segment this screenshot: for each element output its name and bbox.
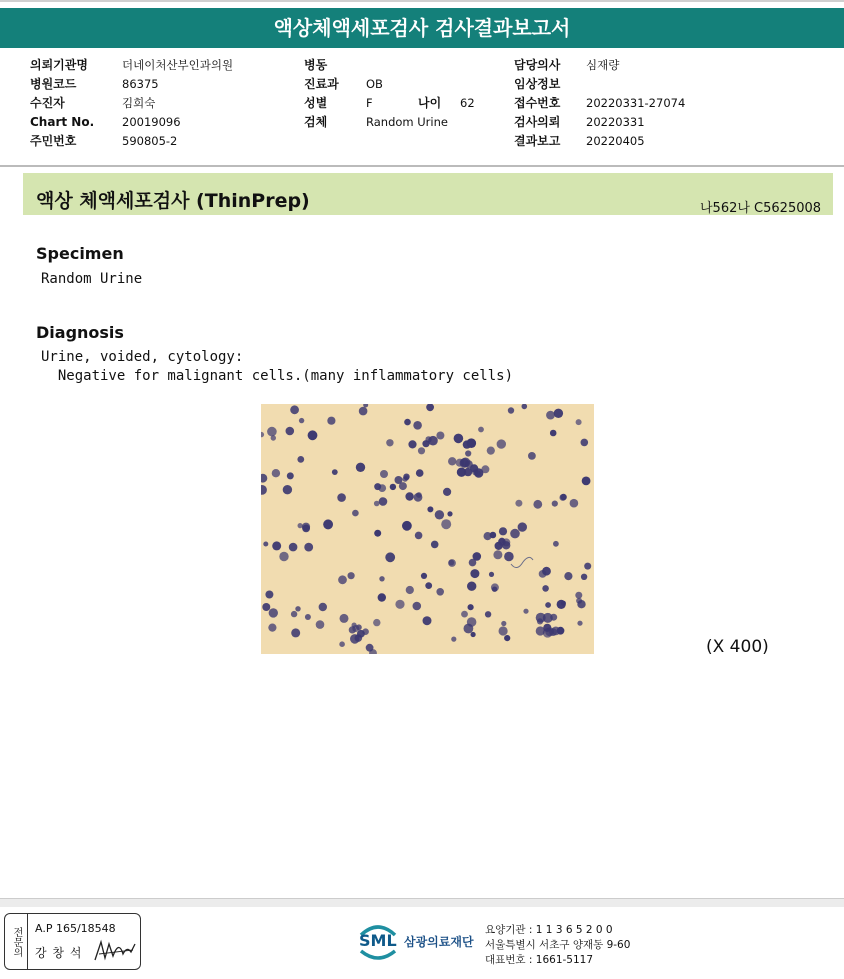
stained-cell [323,520,333,530]
stained-cell [272,541,281,550]
stained-cell [489,572,494,577]
stained-cell [316,620,325,629]
info-row-sex: 성별 F 나이 62 [304,94,475,113]
org-name: 삼광의료재단 [404,935,474,949]
stained-cell [451,637,456,642]
fiber-strand [511,557,533,567]
stained-cell [265,591,273,599]
stained-cell [504,635,510,641]
stamp-side-label: 전문의 [5,914,28,969]
stained-cell [478,427,484,433]
stained-cell [378,484,386,492]
stained-cell [261,432,264,437]
stained-cell [261,474,267,483]
stained-cell [374,530,381,537]
stained-cell [263,542,268,547]
stained-cell [399,482,407,490]
info-row-institution: 의뢰기관명 더네이처산부인과의원 [30,58,234,72]
info-column-2 [304,56,475,132]
stained-cell [421,573,427,579]
stained-cell [352,623,357,628]
stained-cell [581,574,587,580]
stained-cell [557,627,565,635]
signature-icon [93,936,137,964]
stained-cell [508,407,514,413]
stained-cell [431,541,439,549]
stained-cell [359,407,368,416]
stained-cell [537,618,543,624]
stained-cell [332,469,338,475]
stained-cell [552,501,558,507]
info-row-specimen: 검체 Random Urine [304,115,448,129]
stained-cell [408,440,416,448]
stained-cell [416,492,422,498]
stained-cell [283,485,292,494]
specimen-heading: Specimen [36,244,124,263]
stained-cell [518,522,527,531]
stained-cell [269,608,278,617]
stained-cell [290,405,299,414]
stained-cell [475,470,481,476]
stained-cell [428,436,438,446]
diagnosis-heading: Diagnosis [36,323,124,342]
stained-cell [543,628,553,638]
stained-cell [385,552,395,562]
stained-cell [510,529,520,539]
stained-cell [386,439,393,446]
footer-address: 서울특별시 서초구 양재동 9-60 [485,939,631,951]
stained-cell [262,603,270,611]
stained-cell [299,418,304,423]
stained-cell [427,506,433,512]
info-row-report-date: 결과보고 20220405 [514,134,645,148]
stained-cell [449,560,455,566]
stained-cell [515,500,522,507]
stained-cell [319,603,327,611]
report-title: 액상체액세포검사 검사결과보고서 [0,8,844,48]
stained-cell [279,552,288,561]
stained-cell [373,619,380,626]
stained-cell [501,621,506,626]
stained-cell [305,614,311,620]
diagnosis-line-2: Negative for malignant cells.(many inflammatory cells) [41,368,514,384]
stained-cell [467,582,476,591]
stained-cell [502,538,510,546]
stained-cell [268,624,276,632]
stained-cell [533,500,542,509]
stained-cell [403,474,409,480]
footer-phone: 대표번호 : 1661-5117 [485,954,594,966]
magnification-label: (X 400) [706,637,769,657]
stained-cell [487,447,495,455]
stained-cell [584,563,591,570]
sml-logo [357,921,474,965]
stained-cell [441,519,451,529]
stained-cell [550,430,557,437]
stained-cell [447,511,452,516]
stained-cell [390,484,396,490]
micrograph-cells [261,404,594,654]
stained-cell [471,632,476,637]
stained-cell [528,452,536,460]
stained-cell [495,542,503,550]
stained-cell [504,552,514,562]
stained-cell [404,419,411,426]
stained-cell [355,634,363,642]
info-divider [0,165,844,167]
stained-cell [559,494,566,501]
stained-cell [395,600,404,609]
specimen-value: Random Urine [41,271,143,287]
info-row-department: 진료과 OB [304,77,383,91]
stained-cell [362,628,369,635]
stained-cell [297,456,304,463]
stained-cell [356,463,365,472]
info-row-receipt-no: 접수번호 20220331-27074 [514,96,686,110]
stained-cell [374,501,380,507]
stained-cell [348,572,355,579]
age-value: 62 [460,96,475,110]
stained-cell [448,457,456,465]
stained-cell [473,552,482,561]
stained-cell [582,477,591,486]
stained-cell [423,616,432,625]
stained-cell [380,470,388,478]
stained-cell [554,409,563,418]
stained-cell [546,411,555,420]
stained-cell [406,586,414,594]
stained-cell [443,488,451,496]
stained-cell [378,593,386,601]
info-column-1 [30,56,233,151]
stained-cell [298,523,303,528]
stained-cell [499,527,507,535]
stained-cell [557,600,566,609]
stained-cell [337,493,346,502]
stained-cell [576,598,582,604]
stained-cell [416,469,424,477]
stained-cell [352,510,359,517]
stained-cell [456,459,464,467]
stained-cell [577,621,582,626]
test-code: 나562나 C5625008 [700,201,822,216]
stained-cell [267,427,277,437]
stained-cell [461,611,468,618]
stained-cell [302,523,310,531]
stained-cell [415,532,423,540]
stained-cell [465,450,471,456]
info-row-clinical-info: 임상정보 [514,77,561,91]
stained-cell [271,435,276,440]
stained-cell [468,604,474,610]
stained-cell [481,465,489,473]
stained-cell [553,541,559,547]
top-divider [0,0,844,2]
info-column-3 [514,56,685,151]
stained-cell [291,628,300,637]
stamp-code: A.P 165/18548 [35,922,116,935]
cytology-micrograph [261,404,594,654]
stained-cell [295,606,300,611]
stained-cell [542,567,551,576]
stained-cell [339,641,345,647]
stained-cell [413,421,422,430]
info-row-hospital-code: 병원코드 86375 [30,77,159,91]
stained-cell [402,521,412,531]
info-row-resident-no: 주민번호 590805-2 [30,134,178,148]
stained-cell [413,602,422,611]
stained-cell [550,614,557,621]
stained-cell [499,626,508,635]
info-row-ward: 병동 [304,58,328,72]
stained-cell [497,439,506,448]
stained-cell [581,439,589,447]
stained-cell [576,419,582,425]
stained-cell [426,404,434,411]
stained-cell [304,543,313,552]
stained-cell [308,430,318,440]
stained-cell [470,569,479,578]
stained-cell [467,438,477,448]
stained-cell [465,460,473,468]
stained-cell [454,434,464,444]
stained-cell [493,550,502,559]
stained-cell [291,611,297,617]
info-row-request-date: 검사의뢰 20220331 [514,115,645,129]
stained-cell [272,469,280,477]
stained-cell [425,582,432,589]
info-row-patient: 수진자 김희숙 [30,96,156,110]
footer-institution-code: 요양기관 : 1 1 3 6 5 2 0 0 [485,924,613,936]
stained-cell [542,585,549,592]
stained-cell [545,602,551,608]
stained-cell [435,510,444,519]
stained-cell [356,624,362,630]
stained-cell [484,532,492,540]
pathologist-stamp [4,913,141,970]
stained-cell [287,472,294,479]
stained-cell [261,485,267,495]
stained-cell [405,492,413,500]
stained-cell [327,417,335,425]
stained-cell [286,427,295,436]
stained-cell [564,572,572,580]
stained-cell [340,614,349,623]
footer-divider [0,898,844,907]
stained-cell [570,499,579,508]
stained-cell [418,447,425,454]
stained-cell [464,624,474,634]
info-row-doctor: 담당의사 심재량 [514,58,620,72]
sml-logo-text: SML [359,931,397,950]
test-name: 액상 체액세포검사 (ThinPrep) [36,190,310,212]
stained-cell [379,497,388,506]
stained-cell [289,543,298,552]
info-row-chart-no: Chart No. 20019096 [30,115,181,129]
stained-cell [379,576,384,581]
stained-cell [436,432,444,440]
stamp-name: 강 창 석 [35,946,83,960]
stained-cell [464,468,472,476]
stained-cell [522,404,528,409]
diagnosis-line-1: Urine, voided, cytology: [41,349,244,365]
stained-cell [523,609,528,614]
stained-cell [575,592,582,599]
stained-cell [338,575,347,584]
stained-cell [485,611,491,617]
stained-cell [436,588,444,596]
age-label: 나이 [418,96,442,110]
stained-cell [492,587,497,592]
